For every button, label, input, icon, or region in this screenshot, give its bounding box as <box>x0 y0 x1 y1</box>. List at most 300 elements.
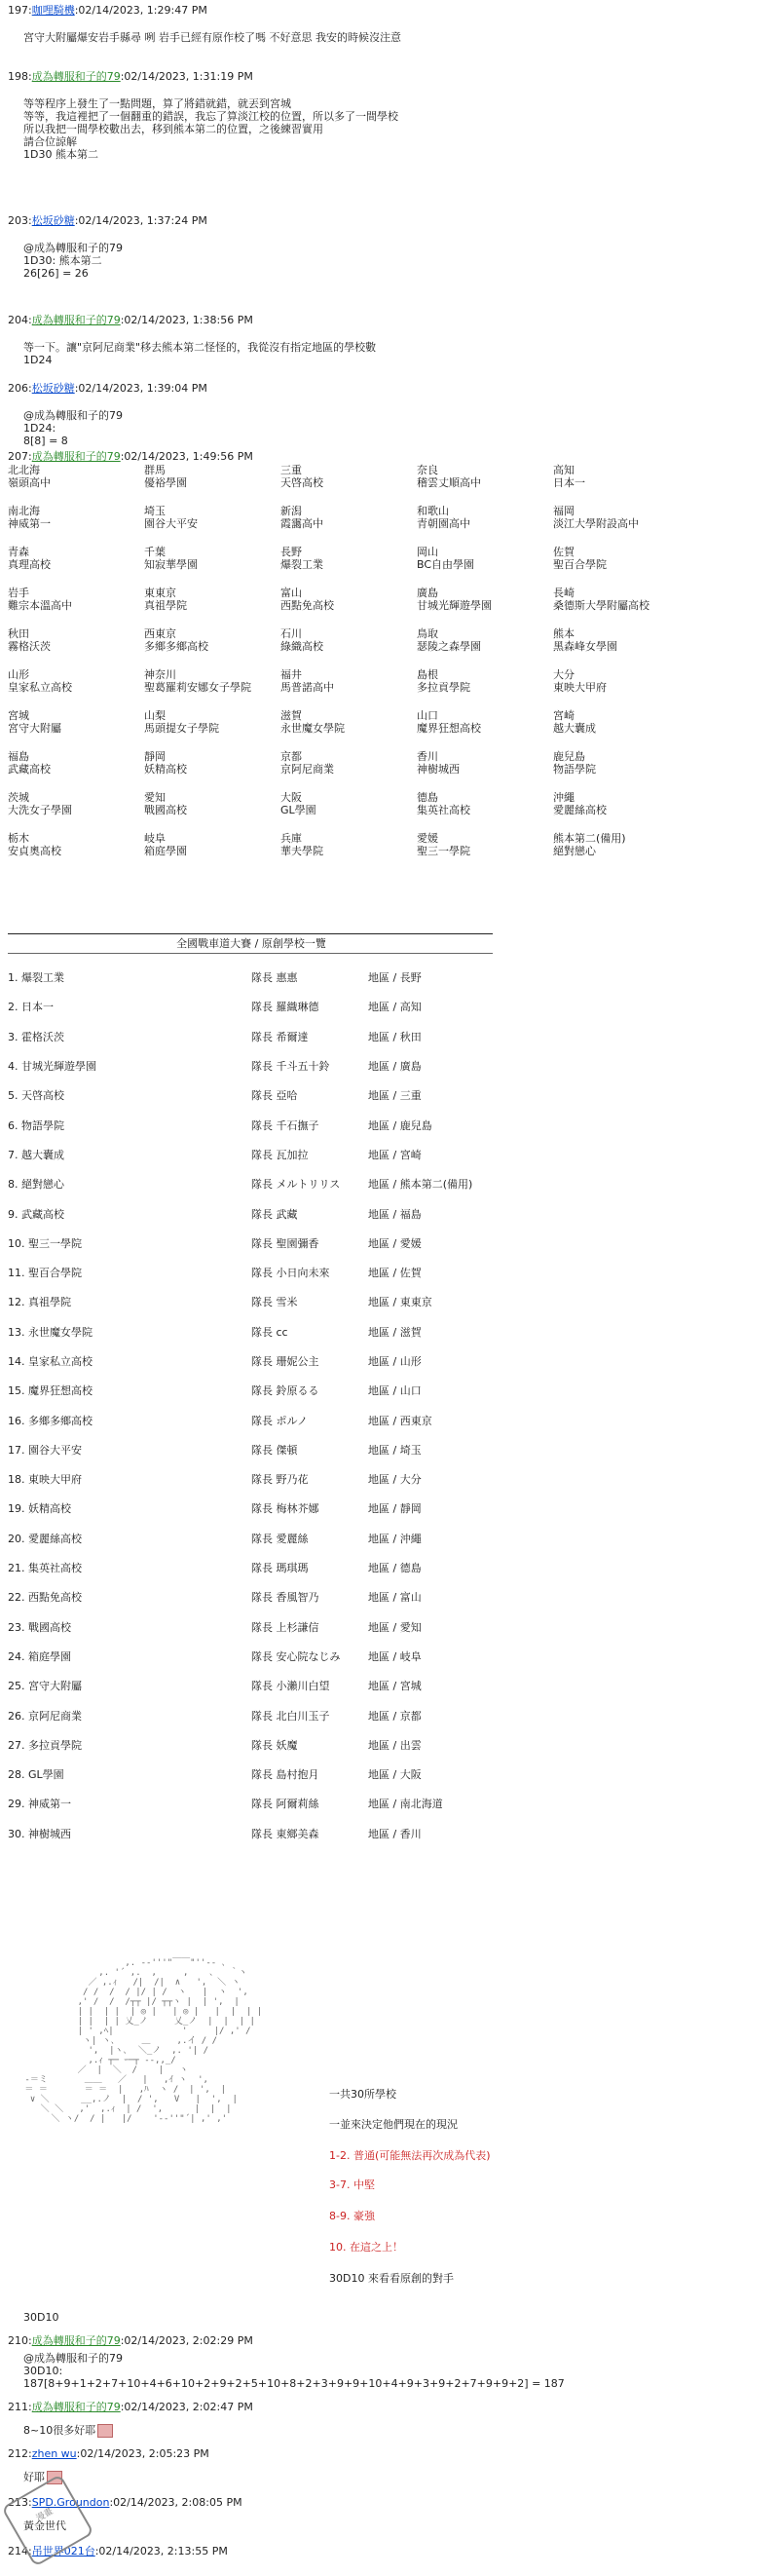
table-row <box>8 1642 495 1671</box>
region-cell: 地區 / 熊本第二(備用) <box>368 1178 473 1192</box>
divider <box>8 953 493 954</box>
region-cell: 地區 / 宮崎 <box>368 1148 422 1161</box>
region-label: 熊本第二(備用) <box>553 832 626 845</box>
captain-cell: 隊長 北白川玉子 <box>251 1709 330 1723</box>
school-grid-row <box>8 505 689 546</box>
school-name: 華夫學院 <box>280 845 323 857</box>
school-grid-row <box>8 546 689 587</box>
captain-cell: 隊長 愛麗絲 <box>251 1532 309 1545</box>
region-label: 岐阜 <box>144 832 166 845</box>
region-label: 栃木 <box>8 832 29 845</box>
captain-cell: 隊長 小日向未來 <box>251 1267 330 1280</box>
school-grid-cell <box>280 750 417 791</box>
school-grid-cell <box>553 668 689 709</box>
table-row <box>8 1671 495 1700</box>
region-cell: 地區 / 愛知 <box>368 1620 422 1634</box>
captain-cell: 隊長 cc <box>251 1325 288 1339</box>
post-204: 204:成為轉服和子的79:02/14/2023, 1:38:56 PM 等一下。讓"京阿尼商業"移去熊本第二怪怪的，我從沒有指定地區的學校數 1D24 <box>8 314 767 366</box>
region-label: 群馬 <box>144 464 166 476</box>
region-label: 奈良 <box>417 464 438 476</box>
school-grid-cell <box>280 709 417 750</box>
school-grid-cell <box>144 464 280 505</box>
region-cell: 地區 / 三重 <box>368 1089 422 1103</box>
post-body: 宮守大附屬爆安岩手縣尋 咧 岩手已經有原作校了嗎 不好意思 我安的時候沒注意 <box>23 31 401 44</box>
school-grid-cell <box>280 668 417 709</box>
region-cell: 地區 / 滋賀 <box>368 1325 422 1339</box>
school-cell: 2. 日本一 <box>8 1001 54 1014</box>
region-cell: 地區 / 長野 <box>368 971 422 985</box>
region-label: 兵庫 <box>280 832 302 845</box>
table-row <box>8 963 495 992</box>
school-grid-cell <box>417 832 553 873</box>
school-name: 神威第一 <box>8 517 51 530</box>
region-label: 山口 <box>417 709 438 722</box>
school-grid-cell <box>553 832 689 873</box>
region-cell: 地區 / 東東京 <box>368 1296 432 1309</box>
school-name: GL學園 <box>280 804 316 816</box>
captain-cell: 隊長 希爾達 <box>251 1030 309 1043</box>
school-name: 知寂華學園 <box>144 558 198 571</box>
school-name: 永世魔女學院 <box>280 722 345 735</box>
school-cell: 10. 聖三一學院 <box>8 1236 82 1250</box>
post-206: 206:松坂砂糖:02/14/2023, 1:39:04 PM @成為轉服和子的79 1D24: 8[8] = 8 <box>8 382 767 447</box>
school-name: 綠織高校 <box>280 640 323 653</box>
school-grid-row <box>8 668 689 709</box>
school-grid-row <box>8 627 689 668</box>
school-grid-cell <box>417 709 553 750</box>
divider <box>8 933 493 934</box>
region-label: 靜岡 <box>144 750 166 763</box>
school-grid-cell <box>417 627 553 668</box>
region-cell: 地區 / 高知 <box>368 1001 422 1014</box>
school-grid-cell <box>553 627 689 668</box>
post-211: 211:成為轉服和子的79:02/14/2023, 2:02:47 PM 8~10很多好耶 <box>8 2401 767 2438</box>
school-name: 安貞奧高校 <box>8 845 61 857</box>
school-name: 聖葛羅莉安娜女子學院 <box>144 681 251 694</box>
region-label: 北北海 <box>8 464 40 476</box>
region-label: 滋賀 <box>280 709 302 722</box>
region-label: 香川 <box>417 750 438 763</box>
school-grid-cell <box>144 505 280 546</box>
school-name: 越大囊成 <box>553 722 596 735</box>
table-title: 全國戰車道大賽 / 原創學校一覽 <box>176 937 326 950</box>
school-grid-cell <box>8 464 144 505</box>
region-cell: 地區 / 南北海道 <box>368 1798 443 1811</box>
table-row <box>8 1376 495 1405</box>
school-grid-cell <box>553 709 689 750</box>
school-name: 甘城光輝遊學園 <box>417 599 492 612</box>
school-grid-cell <box>417 505 553 546</box>
aa-note-top: 10. 在這之上！ <box>329 2241 403 2254</box>
school-grid-cell <box>280 627 417 668</box>
school-cell: 3. 霍格沃茨 <box>8 1030 64 1043</box>
post-203: 203:松坂砂糖:02/14/2023, 1:37:24 PM @成為轉服和子的79 1D30: 熊本第二 26[26] = 26 <box>8 214 767 280</box>
school-table <box>8 963 495 1848</box>
captain-cell: 隊長 雪米 <box>251 1296 298 1309</box>
school-name: 馬普諾高中 <box>280 681 334 694</box>
captain-cell: 隊長 メルトリリス <box>251 1178 341 1192</box>
region-cell: 地區 / 德島 <box>368 1562 422 1575</box>
post-207: 207:成為轉服和子的79:02/14/2023, 1:49:56 PM <box>8 450 253 463</box>
school-name: 魔界狂想高校 <box>417 722 481 735</box>
school-cell: 14. 皇家私立高校 <box>8 1355 93 1368</box>
school-grid-row <box>8 791 689 832</box>
captain-cell: 隊長 傑頓 <box>251 1443 298 1457</box>
watermark-stamp: 漫畫 <box>1 2474 94 2567</box>
aa-note: 一共30所學校 <box>329 2088 396 2101</box>
table-row <box>8 1435 495 1464</box>
school-name: 爆裂工業 <box>280 558 323 571</box>
school-grid-cell <box>280 587 417 627</box>
captain-cell: 隊長 惠惠 <box>251 971 298 985</box>
table-row <box>8 1317 495 1346</box>
school-cell: 8. 絕對戀心 <box>8 1178 64 1192</box>
region-label: 宮城 <box>8 709 29 722</box>
captain-cell: 隊長 小瀨川白望 <box>251 1680 330 1693</box>
school-cell: 20. 愛麗絲高校 <box>8 1532 82 1545</box>
poster-name-link[interactable]: 成為轉服和子的79 <box>31 314 121 326</box>
table-row <box>8 1169 495 1198</box>
school-grid-cell <box>417 668 553 709</box>
poster-name-link[interactable]: 松坂砂糖 <box>31 214 75 227</box>
post-197: 197:咖哩騎機:02/14/2023, 1:29:47 PM 宮守大附屬爆安岩手縣尋 咧 岩手已經有原作校了嗎 不好意思 我安的時候沒注意 <box>8 4 767 44</box>
school-name: 淡江大學附設高中 <box>553 517 639 530</box>
poster-name-link[interactable]: zhen wu <box>31 2447 77 2460</box>
poster-name-link[interactable]: 吊世界021台 <box>31 2545 95 2557</box>
region-label: 山形 <box>8 668 29 681</box>
school-grid-cell <box>417 587 553 627</box>
school-grid-cell <box>280 546 417 587</box>
region-label: 岡山 <box>417 546 438 558</box>
school-grid-cell <box>144 832 280 873</box>
school-name: 京阿尼商業 <box>280 763 334 776</box>
captain-cell: 隊長 羅織琳德 <box>251 1001 319 1014</box>
post-body: 等一下。讓"京阿尼商業"移去熊本第二怪怪的，我從沒有指定地區的學校數 1D24 <box>23 341 377 366</box>
school-name: 箱庭學園 <box>144 845 187 857</box>
school-name: 優裕學園 <box>144 476 187 489</box>
table-row <box>8 1405 495 1434</box>
region-label: 沖繩 <box>553 791 575 804</box>
table-row <box>8 1140 495 1169</box>
school-name: 武藏高校 <box>8 763 51 776</box>
poster-name-link[interactable]: SPD.Groundon <box>31 2496 110 2509</box>
region-cell: 地區 / 富山 <box>368 1591 422 1605</box>
school-name: 桑德斯大學附屬高校 <box>553 599 649 612</box>
school-grid-cell <box>8 505 144 546</box>
post-body: 等等程序上發生了一點問題，算了將錯就錯，就丟到宮城 等等，我這裡把了一個翻重的錯誤，我忘了算淡江校的位置，所以多了一間學校 所以我把一間學校數出去，移到熊本第二的位置，之後練習實用 請合位諒解 1D30 熊本第二 <box>23 97 398 161</box>
captain-cell: 隊長 阿爾莉絲 <box>251 1798 319 1811</box>
school-name: 真祖學院 <box>144 599 187 612</box>
table-row <box>8 1789 495 1818</box>
school-cell: 1. 爆裂工業 <box>8 971 64 985</box>
school-name: 青朝園高中 <box>417 517 470 530</box>
captain-cell: 隊長 聖園彌香 <box>251 1236 319 1250</box>
table-row <box>8 1051 495 1080</box>
school-cell: 17. 園谷大平安 <box>8 1443 82 1457</box>
region-cell: 地區 / 福島 <box>368 1207 422 1221</box>
school-name: 難宗本溫高中 <box>8 599 72 612</box>
post-198: 198:成為轉服和子的79:02/14/2023, 1:31:19 PM 等等程序上發生了一點問題，算了將錯就錯，就丟到宮城 等等，我這裡把了一個翻重的錯誤，我忘了算淡江校的位置，所以多了一間學校 所以我把一間學校數出去，移到熊本第二的位置，之後練習實用 請合位諒解 1D30 熊本第二 <box>8 70 767 161</box>
region-label: 廣島 <box>417 587 438 599</box>
school-name: 真理高校 <box>8 558 51 571</box>
school-grid-cell <box>144 546 280 587</box>
school-cell: 27. 多拉貢學院 <box>8 1738 82 1752</box>
school-grid-cell <box>8 750 144 791</box>
table-row <box>8 1229 495 1258</box>
region-label: 茨城 <box>8 791 29 804</box>
region-label: 大分 <box>553 668 575 681</box>
captain-cell: 隊長 野乃花 <box>251 1473 309 1487</box>
region-label: 和歌山 <box>417 505 449 517</box>
school-name: 物語學院 <box>553 763 596 776</box>
school-name: 聖三一學院 <box>417 845 470 857</box>
school-grid-cell <box>553 505 689 546</box>
post-210: 210:成為轉服和子的79:02/14/2023, 2:02:29 PM @成為轉服和子的79 30D10: 187[8+9+1+2+7+10+4+6+10+2+9+2+5+10+8+2+3+9+9+10+4+9+3+9+2+7+9+9+2] = 187 <box>8 2334 767 2390</box>
region-label: 福島 <box>8 750 29 763</box>
table-row <box>8 1258 495 1287</box>
table-row <box>8 1022 495 1051</box>
school-cell: 30. 神樹城西 <box>8 1827 71 1840</box>
region-cell: 地區 / 宮城 <box>368 1680 422 1693</box>
post-body: 8~10很多好耶 <box>8 2424 767 2438</box>
region-label: 山梨 <box>144 709 166 722</box>
school-grid-cell <box>8 832 144 873</box>
captain-cell: 隊長 安心院なじみ <box>251 1649 341 1663</box>
school-grid-cell <box>280 505 417 546</box>
region-label: 佐賀 <box>553 546 575 558</box>
region-label: 島根 <box>417 668 438 681</box>
school-name: 霧格沃茨 <box>8 640 51 653</box>
captain-cell: 隊長 亞哈 <box>251 1089 298 1103</box>
captain-cell: 隊長 瓦加拉 <box>251 1148 309 1161</box>
school-cell: 28. GL學園 <box>8 1768 64 1782</box>
region-cell: 地區 / 愛媛 <box>368 1236 422 1250</box>
region-label: 岩手 <box>8 587 29 599</box>
captain-cell: 隊長 東鄉美森 <box>251 1827 319 1840</box>
dice-roll-label: 30D10 <box>23 2311 59 2324</box>
aa-note: 30D10 來看看原創的對手 <box>329 2272 454 2285</box>
region-label: 京都 <box>280 750 302 763</box>
school-cell: 13. 永世魔女學院 <box>8 1325 93 1339</box>
post-212: 212:zhen wu:02/14/2023, 2:05:23 PM 好耶 <box>8 2447 767 2484</box>
region-cell: 地區 / 香川 <box>368 1827 422 1840</box>
school-cell: 22. 西點免高校 <box>8 1591 82 1605</box>
table-row <box>8 1582 495 1611</box>
captain-cell: 隊長 鈴原るる <box>251 1384 319 1398</box>
table-row <box>8 1080 495 1110</box>
post-body: 好耶 <box>8 2471 767 2484</box>
table-row <box>8 1700 495 1729</box>
aa-note-mid: 3-7. 中堅 <box>329 2178 375 2191</box>
captain-cell: 隊長 瑪琪瑪 <box>251 1562 309 1575</box>
school-cell: 25. 宮守大附屬 <box>8 1680 82 1693</box>
ascii-art-character: ,. -‐'''"￣￣"''‐- ､ ,. '´ ,. , , ､ ｀ヽ ／ ,.ｨ /| /| ∧ ', ＼ ヽ / / / / |/ | / ヽ | ヽ ', ,' / / /┬┬ |/ ┬┬ヽ | | ', | | | | | | ◎ | | ◎ | | | | | | | | | 乂_ノ 乂_ノ | | | | | ' ,ﾍ| ' |/ ,' / ヽ| ヽ､ ＿ ,.イ / / ', |ヽ､ ＼_ノ ,. '| / ,.ｨ ┬─ ｰ─┬ ‐‐,,_/ ／ | ＼ / | ヽ ‐＝ミ ＿＿ ／ | ,ｲ ヽ ', ＝ ＝ ＝ ＝ | ,ﾊ ヽ / | ', | ∨ ＼ __,.ノ | / ', V | ', | ＼ ＼ ,' ,.ｨ | / ', | | | ＼ ヽ/ / | |/ '-‐''"´| ,' ,' <box>24 1958 263 2124</box>
captain-cell: 隊長 上杉謙信 <box>251 1620 319 1634</box>
school-grid-cell <box>280 832 417 873</box>
school-grid-cell <box>417 464 553 505</box>
region-label: 新潟 <box>280 505 302 517</box>
region-cell: 地區 / 山口 <box>368 1384 422 1398</box>
table-row <box>8 1287 495 1316</box>
region-label: 鳥取 <box>417 627 438 640</box>
region-cell: 地區 / 佐賀 <box>368 1267 422 1280</box>
poster-name-link[interactable]: 成為轉服和子的79 <box>31 2401 121 2413</box>
table-row <box>8 1524 495 1553</box>
school-cell: 18. 東映大甲府 <box>8 1473 82 1487</box>
poster-name-link[interactable]: 咖哩騎機 <box>31 4 75 17</box>
captain-cell: 隊長 妖魔 <box>251 1738 298 1752</box>
region-cell: 地區 / 秋田 <box>368 1030 422 1043</box>
table-row <box>8 992 495 1021</box>
table-row <box>8 1110 495 1139</box>
region-cell: 地區 / 大分 <box>368 1473 422 1487</box>
table-row <box>8 1612 495 1642</box>
region-label: 秋田 <box>8 627 29 640</box>
captain-cell: 隊長 ポルノ <box>251 1414 309 1427</box>
region-label: 埼玉 <box>144 505 166 517</box>
region-label: 青森 <box>8 546 29 558</box>
school-name: 絕對戀心 <box>553 845 596 857</box>
school-cell: 23. 戰國高校 <box>8 1620 71 1634</box>
school-name: 黑森峰女學園 <box>553 640 617 653</box>
region-label: 東東京 <box>144 587 176 599</box>
school-grid-cell <box>8 709 144 750</box>
poster-name-link[interactable]: 松坂砂糖 <box>31 382 75 395</box>
region-cell: 地區 / 京都 <box>368 1709 422 1723</box>
region-cell: 地區 / 沖繩 <box>368 1532 422 1545</box>
school-grid-cell <box>144 709 280 750</box>
post-body: 黃金世代 <box>23 2519 66 2532</box>
school-name: 園谷大平安 <box>144 517 198 530</box>
school-cell: 5. 天啓高校 <box>8 1089 64 1103</box>
school-grid-cell <box>144 791 280 832</box>
school-grid-cell <box>144 587 280 627</box>
school-name: 愛麗絲高校 <box>553 804 607 816</box>
school-name: 皇家私立高校 <box>8 681 72 694</box>
school-cell: 11. 聖百合學院 <box>8 1267 82 1280</box>
school-cell: 19. 妖精高校 <box>8 1502 71 1516</box>
post-body: @成為轉服和子的79 1D30: 熊本第二 26[26] = 26 <box>23 242 123 280</box>
school-name: 日本一 <box>553 476 585 489</box>
school-grid-cell <box>8 546 144 587</box>
school-name: 西點免高校 <box>280 599 334 612</box>
school-grid-cell <box>144 750 280 791</box>
table-row <box>8 1198 495 1228</box>
school-name: 嶺頭高中 <box>8 476 51 489</box>
post-body: @成為轉服和子的79 30D10: 187[8+9+1+2+7+10+4+6+10+2+9+2+5+10+8+2+3+9+9+10+4+9+3+9+2+7+9+9+2] = 187 <box>23 2352 565 2390</box>
school-cell: 9. 武藏高校 <box>8 1207 64 1221</box>
region-label: 愛媛 <box>417 832 438 845</box>
school-cell: 26. 京阿尼商業 <box>8 1709 82 1723</box>
school-cell: 12. 真祖學院 <box>8 1296 71 1309</box>
school-grid-cell <box>553 546 689 587</box>
region-label: 富山 <box>280 587 302 599</box>
school-name: 天啓高校 <box>280 476 323 489</box>
captain-cell: 隊長 珊妮公主 <box>251 1355 319 1368</box>
school-name: 神樹城西 <box>417 763 460 776</box>
school-grid-row <box>8 587 689 627</box>
region-label: 南北海 <box>8 505 40 517</box>
school-grid-cell <box>8 627 144 668</box>
school-name: 聖百合學院 <box>553 558 607 571</box>
school-grid-cell <box>417 791 553 832</box>
school-grid-cell <box>417 750 553 791</box>
region-label: 高知 <box>553 464 575 476</box>
school-grid-cell <box>553 791 689 832</box>
post-body: @成為轉服和子的79 1D24: 8[8] = 8 <box>23 409 123 447</box>
captain-cell: 隊長 千斗五十鈴 <box>251 1060 330 1074</box>
region-label: 石川 <box>280 627 302 640</box>
school-grid-cell <box>8 668 144 709</box>
school-name: 妖精高校 <box>144 763 187 776</box>
region-label: 長崎 <box>553 587 575 599</box>
region-label: 長野 <box>280 546 302 558</box>
school-cell: 7. 越大囊成 <box>8 1148 64 1161</box>
school-cell: 29. 神威第一 <box>8 1798 71 1811</box>
region-label: 宮崎 <box>553 709 575 722</box>
table-row <box>8 1553 495 1582</box>
school-grid-cell <box>8 587 144 627</box>
school-name: 戰國高校 <box>144 804 187 816</box>
captain-cell: 隊長 梅林芥娜 <box>251 1502 319 1516</box>
school-cell: 21. 集英社高校 <box>8 1562 82 1575</box>
school-cell: 16. 多鄉多鄉高校 <box>8 1414 93 1427</box>
school-name: 宮守大附屬 <box>8 722 61 735</box>
school-cell: 15. 魔界狂想高校 <box>8 1384 93 1398</box>
poster-name-link[interactable]: 成為轉服和子的79 <box>31 450 121 463</box>
region-label: 福岡 <box>553 505 575 517</box>
table-row <box>8 1730 495 1760</box>
captain-cell: 隊長 香風智乃 <box>251 1591 319 1605</box>
region-label: 西東京 <box>144 627 176 640</box>
aa-note: 一並來決定他們現在的現況 <box>329 2118 458 2131</box>
school-grid-cell <box>553 750 689 791</box>
region-label: 愛知 <box>144 791 166 804</box>
school-cell: 24. 箱庭學園 <box>8 1649 71 1663</box>
aa-note-normal: 1-2. 普通(可能無法再次成為代表) <box>329 2149 491 2162</box>
region-label: 神奈川 <box>144 668 176 681</box>
school-name: 瑟陵之森學園 <box>417 640 481 653</box>
school-grid-cell <box>280 464 417 505</box>
post-213: 213:SPD.Groundon:02/14/2023, 2:08:05 PM 黃金世代 <box>8 2496 767 2532</box>
school-name: 稽雲丈順高中 <box>417 476 481 489</box>
school-cell: 4. 甘城光輝遊學園 <box>8 1060 96 1074</box>
region-label: 福井 <box>280 668 302 681</box>
post-214: 214:吊世界021台:02/14/2023, 2:13:55 PM <box>8 2545 228 2557</box>
school-grid-cell <box>553 464 689 505</box>
table-row <box>8 1760 495 1789</box>
school-grid-cell <box>144 627 280 668</box>
school-grid-row <box>8 750 689 791</box>
region-cell: 地區 / 出雲 <box>368 1738 422 1752</box>
captain-cell: 隊長 武藏 <box>251 1207 298 1221</box>
school-grid-cell <box>8 791 144 832</box>
school-grid-row <box>8 464 689 505</box>
table-row <box>8 1819 495 1848</box>
school-name: 多鄉多鄉高校 <box>144 640 208 653</box>
school-cell: 6. 物語學院 <box>8 1118 64 1132</box>
table-row <box>8 1346 495 1376</box>
school-region-grid <box>8 464 689 873</box>
poster-name-link[interactable]: 成為轉服和子的79 <box>31 2334 121 2347</box>
school-name: 東映大甲府 <box>553 681 607 694</box>
poster-name-link[interactable]: 成為轉服和子的79 <box>31 70 121 83</box>
region-cell: 地區 / 鹿兒島 <box>368 1118 432 1132</box>
region-cell: 地區 / 西東京 <box>368 1414 432 1427</box>
table-row <box>8 1464 495 1494</box>
school-name: 霞靄高中 <box>280 517 323 530</box>
region-cell: 地區 / 靜岡 <box>368 1502 422 1516</box>
